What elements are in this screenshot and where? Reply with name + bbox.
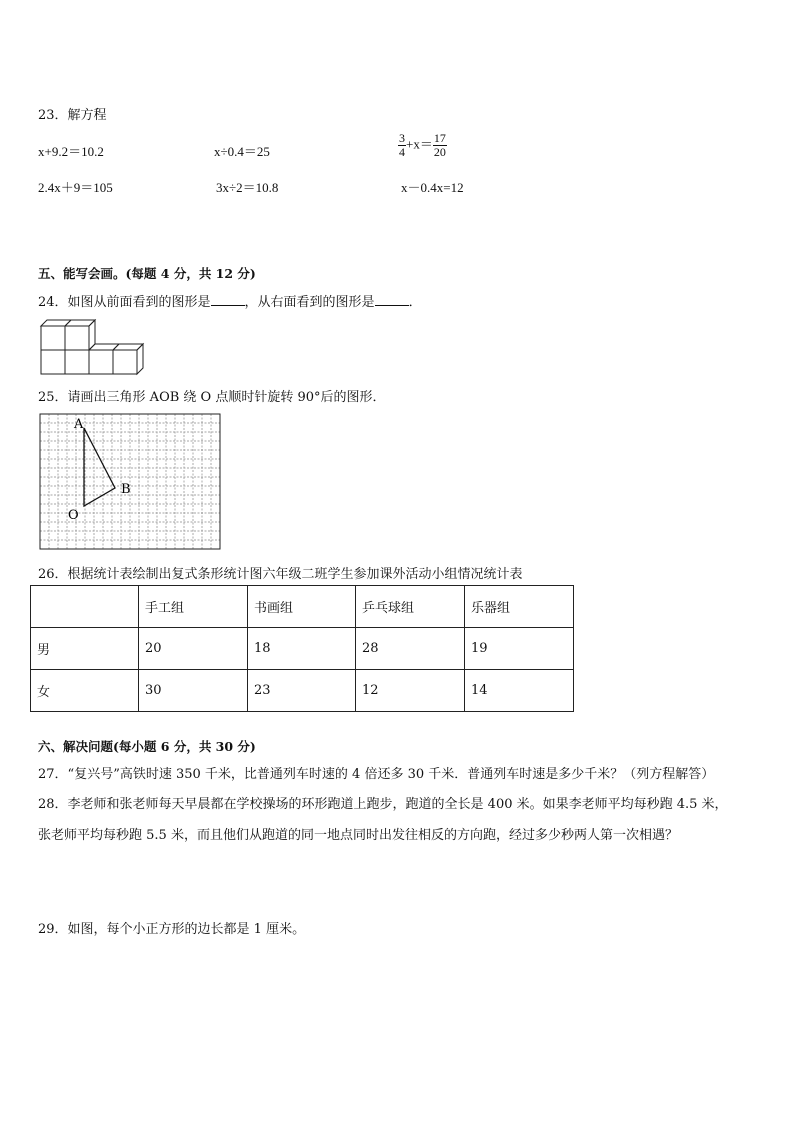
point-label-o: O <box>68 508 79 523</box>
q23-equation-5: 3x÷2＝10.8 <box>216 180 279 195</box>
table-cell: 30 <box>139 670 248 712</box>
cube-front-face <box>65 326 89 350</box>
table-header-row <box>31 586 574 628</box>
rotation-grid-figure <box>39 413 223 553</box>
table-header-cell: 书画组 <box>248 586 356 628</box>
cube-front-face <box>113 350 137 374</box>
table-cell: 28 <box>356 628 465 670</box>
section-5-heading: 五、能写会画。(每题 4 分，共 12 分) <box>38 266 256 281</box>
q26-text: 26．根据统计表绘制出复式条形统计图六年级二班学生参加课外活动小组情况统计表 <box>38 567 523 582</box>
equation-3-middle: +x＝ <box>406 136 433 152</box>
point-label-a: A <box>74 417 84 432</box>
table-cell: 20 <box>139 628 248 670</box>
q25-text: 25．请画出三角形 AOB 绕 O 点顺时针旋转 90°后的图形． <box>38 390 386 405</box>
activity-stats-table <box>30 585 574 712</box>
q28-line-2: 张老师平均每秒跑 5.5 米，而且他们从跑道的同一地点同时出发往相反的方向跑，经过多少秒两人第一次相遇？ <box>38 828 678 843</box>
cube-front-face <box>41 326 65 350</box>
cube-stack-figure <box>39 319 149 377</box>
table-header-cell: 手工组 <box>139 586 248 628</box>
table-cell: 14 <box>465 670 574 712</box>
q24-part-1: 24．如图从前面看到的图形是 <box>38 295 211 310</box>
q28-line-1: 28．李老师和张老师每天早晨都在学校操场的环形跑道上跑步，跑道的全长是 400 米。如果李老师平均每秒跑 4.5 米， <box>38 797 728 812</box>
q24-text <box>38 291 422 310</box>
q23-equation-2: x÷0.4＝25 <box>214 144 270 159</box>
triangle-aob <box>84 428 115 506</box>
table-cell: 19 <box>465 628 574 670</box>
cube-front-face <box>89 350 113 374</box>
q23-equation-6: x－0.4x=12 <box>401 180 464 195</box>
table-cell: 18 <box>248 628 356 670</box>
cube-front-face <box>41 350 65 374</box>
table-row <box>31 670 574 712</box>
q23-equation-4: 2.4x＋9＝105 <box>38 180 113 195</box>
answer-blank-right <box>375 294 409 306</box>
table-header-cell: 乐器组 <box>465 586 574 628</box>
table-cell: 男 <box>31 628 139 670</box>
answer-blank-front <box>211 294 245 306</box>
table-cell: 23 <box>248 670 356 712</box>
fraction-three-quarters: $\frac{3}{4}$ <box>399 131 405 159</box>
cube-front-face <box>65 350 89 374</box>
section-6-heading: 六、解决问题(每小题 6 分，共 30 分) <box>38 739 256 754</box>
q24-part-3: ． <box>408 295 422 310</box>
q23-equation-1: x+9.2＝10.2 <box>38 144 104 159</box>
q24-part-2: ，从右面看到的图形是 <box>244 295 375 310</box>
point-label-b: B <box>121 482 131 497</box>
q23-title: 23．解方程 <box>38 108 107 123</box>
table-header-cell: 乒乓球组 <box>356 586 465 628</box>
table-header-cell <box>31 586 139 628</box>
q23-equation-3 <box>398 132 447 159</box>
q27-text: 27．“复兴号”高铁时速 350 千米，比普通列车时速的 4 倍还多 30 千米．普通列车时速是多少千米？（列方程解答） <box>38 767 715 782</box>
table-cell: 女 <box>31 670 139 712</box>
cube-side-face <box>137 344 143 374</box>
q29-text: 29．如图，每个小正方形的边长都是 1 厘米。 <box>38 922 306 937</box>
table-row <box>31 628 574 670</box>
table-cell: 12 <box>356 670 465 712</box>
fraction-seventeen-twentieths: $\frac{17}{20}$ <box>433 131 446 159</box>
